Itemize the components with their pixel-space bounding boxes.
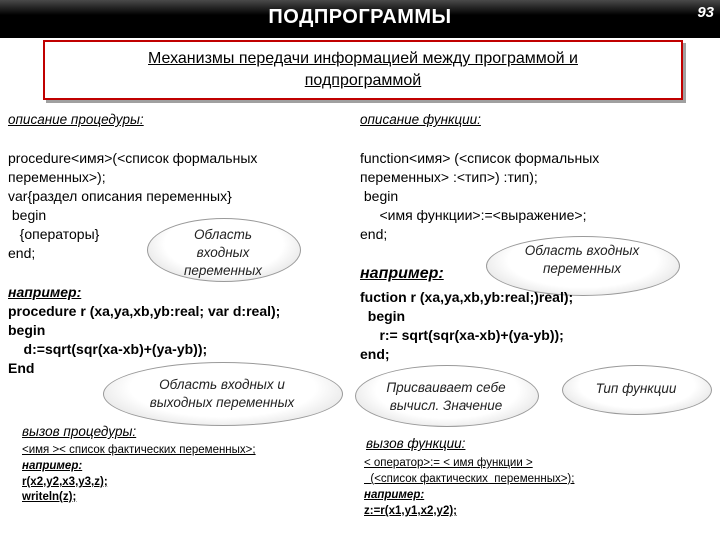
procedure-example: procedure r (xa,ya,xb,yb:real; var d:real); begin d:=sqrt(sqr(xa-xb)+(ya-yb)); End bbox=[8, 303, 281, 376]
page-number: 93 bbox=[697, 4, 714, 21]
function-declaration: function<имя> (<список формальных переменных> :<тип>) :тип); begin <имя функции>:=<выражение>; end; bbox=[360, 150, 600, 242]
subtitle bbox=[45, 48, 681, 92]
subtitle-box bbox=[43, 40, 683, 100]
function-call-syntax-1: < оператор>:= < имя функции > bbox=[364, 457, 533, 469]
function-example: fuction r (xa,ya,xb,yb:real;)real); begin r:= sqrt(sqr(xa-xb)+(ya-yb)); end; bbox=[360, 289, 574, 362]
subtitle-line-1: Механизмы передачи информацией между программой и bbox=[148, 50, 578, 67]
procedure-call-example: r(x2,y2,x3,y3,z); writeln(z); bbox=[22, 476, 108, 503]
procedure-call-heading: вызов процедуры: bbox=[22, 424, 137, 439]
bubble-text-input-area-left: Область входных переменных bbox=[183, 227, 263, 278]
procedure-heading: описание процедуры: bbox=[8, 112, 144, 127]
bubble-text-assigns-value: Присваивает себе вычисл. Значение bbox=[386, 380, 506, 413]
function-example-heading: например: bbox=[360, 265, 444, 282]
bubble-text-input-area-right: Область входных переменных bbox=[524, 243, 640, 276]
procedure-call-example-heading: например: bbox=[22, 460, 83, 472]
function-call-syntax-2: (<список фактических переменных>); bbox=[364, 473, 575, 485]
function-call-example-heading: например: bbox=[364, 489, 425, 501]
header-bar bbox=[0, 0, 720, 38]
function-heading: описание функции: bbox=[360, 112, 481, 127]
bubble-text-function-type: Тип функции bbox=[595, 381, 677, 396]
procedure-declaration: procedure<имя>(<список формальных переменных>); var{раздел описания переменных} begin {операторы} end; bbox=[8, 150, 258, 261]
subtitle-line-2: подпрограммой bbox=[304, 72, 422, 89]
procedure-example-heading: например: bbox=[8, 284, 82, 300]
procedure-call-syntax: <имя >< список фактических переменных>; bbox=[22, 444, 256, 456]
function-call-heading: вызов функции: bbox=[366, 436, 466, 451]
bubble-text-input-output-area: Область входных и выходных переменных bbox=[149, 377, 295, 410]
page-title: ПОДПРОГРАММЫ bbox=[268, 6, 452, 28]
function-call-example: z:=r(x1,y1,x2,y2); bbox=[364, 505, 458, 517]
